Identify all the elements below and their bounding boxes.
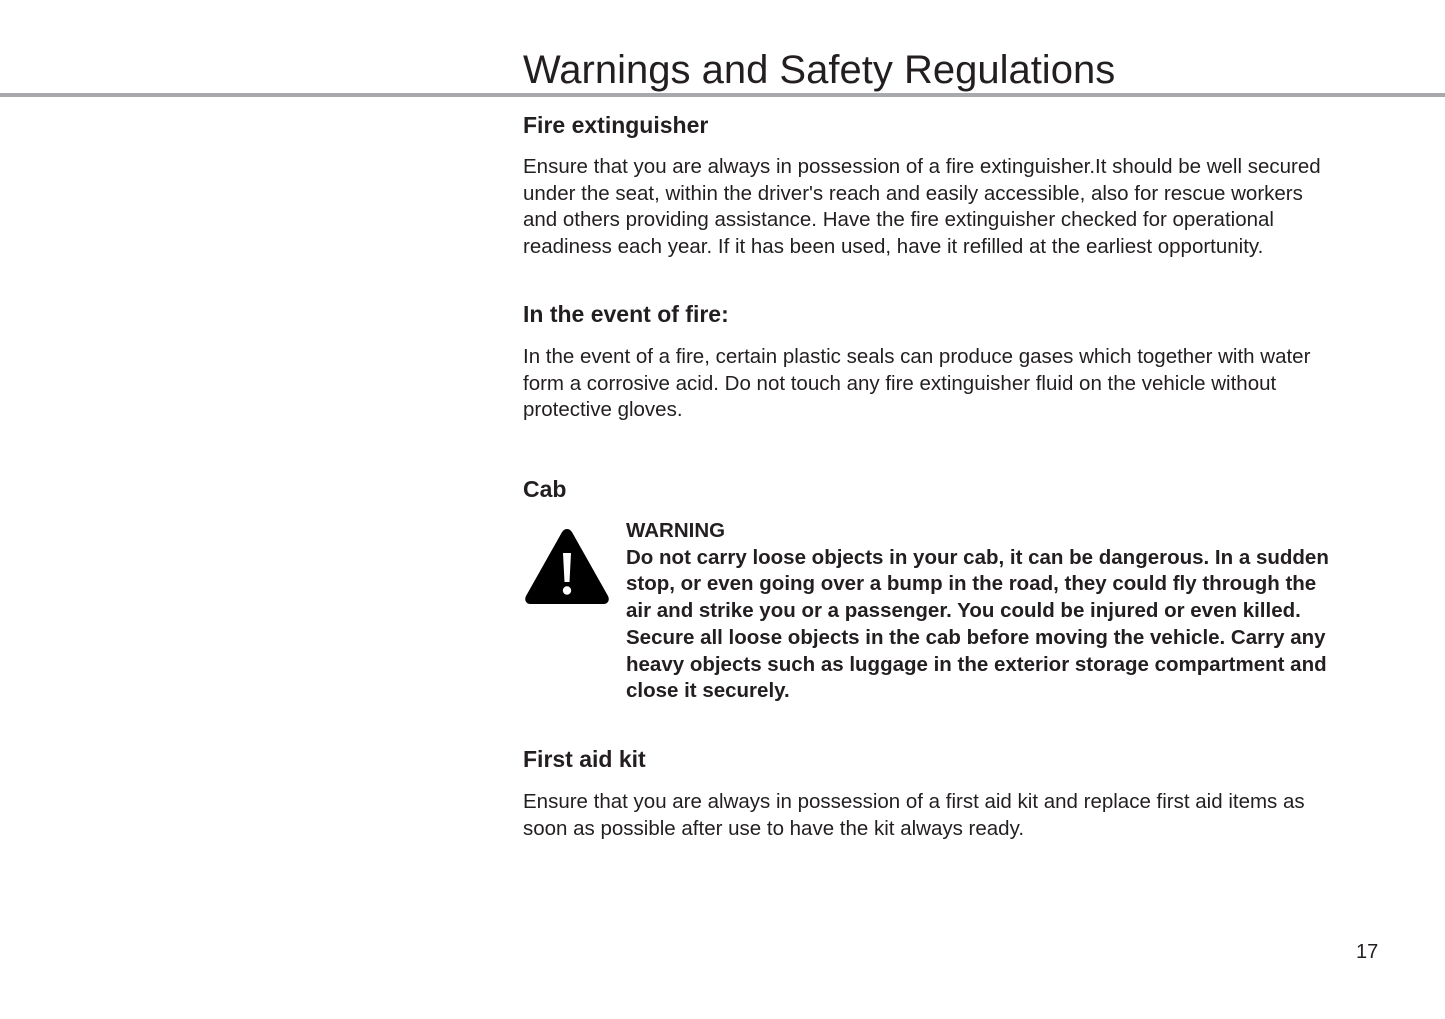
event-of-fire-text: In the event of a fire, certain plastic seals can produce gases which together with water form a corrosive acid. Do not touch any fire extinguisher fluid on the vehicle without protective gloves.: [523, 345, 1311, 422]
cab-warning: [626, 518, 1336, 705]
page-number: 17: [1356, 941, 1379, 963]
page-title: Warnings and Safety Regulations: [523, 48, 1116, 92]
first-aid-heading: First aid kit: [523, 746, 646, 772]
warning-label: WARNING: [626, 519, 726, 542]
cab-heading: Cab: [523, 476, 567, 502]
title-divider: [0, 93, 1445, 97]
warning-text: Do not carry loose objects in your cab, it can be dangerous. In a sudden stop, or even going over a bump in the road, they could fly through the air and strike you or a passenger. You could be injured or even killed. Secure all loose objects in the cab before moving the vehicle. Carry any heavy objects such as luggage in the exterior storage compartment and close it securely.: [626, 545, 1329, 703]
first-aid-text: Ensure that you are always in possession of a first aid kit and replace first aid items as soon as possible after use to have the kit always ready.: [523, 790, 1305, 840]
fire-extinguisher-text: Ensure that you are always in possession of a fire extinguisher.It should be well secured under the seat, within the driver's reach and easily accessible, also for rescue workers and others providing assistance. Have the fire extinguisher checked for operational readiness each year. If it has been used, have it refilled at the earliest opportunity.: [523, 155, 1321, 259]
warning-triangle-icon: [523, 526, 611, 606]
fire-extinguisher-heading: Fire extinguisher: [523, 112, 709, 138]
event-of-fire-heading: In the event of fire:: [523, 301, 729, 327]
